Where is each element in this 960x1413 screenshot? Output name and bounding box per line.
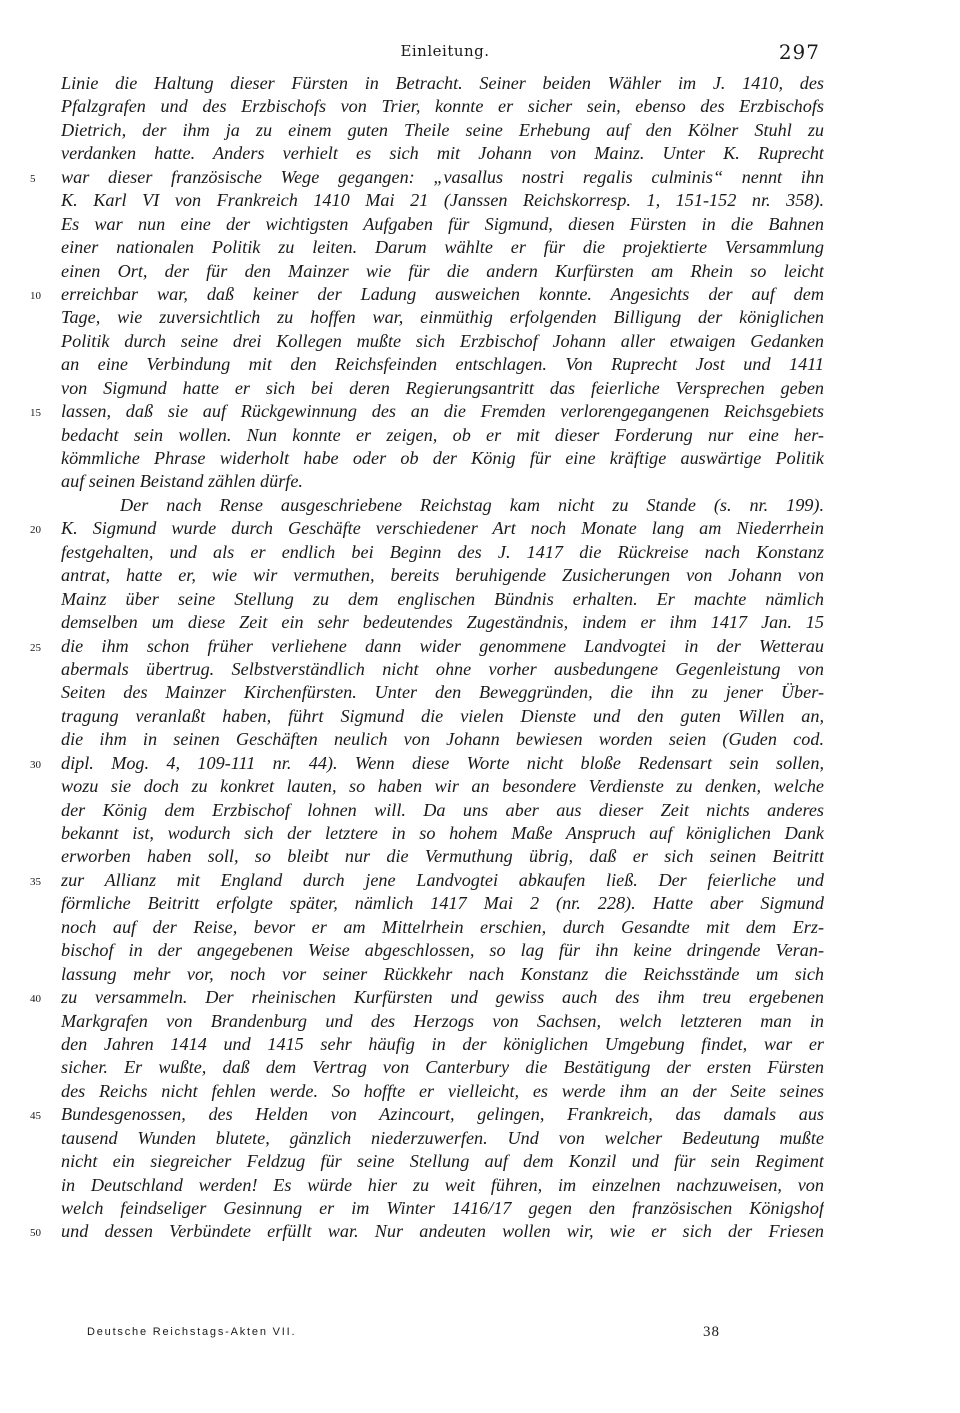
text-line [0, 470, 960, 493]
text-line [0, 611, 960, 634]
line-number: 5 [30, 172, 36, 185]
line-text: in Deutschland werden! Es würde hier zu weit führen, im einzelnen nachzuweisen, von [61, 1174, 824, 1195]
text-line [0, 1010, 960, 1033]
line-text: Markgrafen von Brandenburg und des Herzogs von Sachsen, welch letzteren man in [61, 1010, 824, 1031]
text-line [0, 1220, 960, 1243]
text-line [0, 752, 960, 775]
line-text: abermals übertrug. Selbstverständlich nicht ohne vorher ausbedungene Gegenleistung von [61, 658, 824, 679]
line-text: einer nationalen Politik zu leiten. Darum wählte er für die projektierte Versammlung [61, 237, 824, 258]
text-line [0, 119, 960, 142]
text-line [0, 822, 960, 845]
running-head [0, 40, 960, 64]
text-line [0, 1080, 960, 1103]
text-line [0, 845, 960, 868]
line-text: K. Karl VI von Frankreich 1410 Mai 21 (Janssen Reichskorresp. 1, 151-152 nr. 358). [61, 190, 824, 211]
line-text: an eine Verbindung mit den Reichsfeinden entschlagen. Von Ruprecht Jost und 1411 [61, 354, 824, 375]
line-text: förmliche Beitritt erfolgte später, nämlich 1417 Mai 2 (nr. 228). Hatte aber Sigmund [61, 893, 824, 914]
line-text: erworben haben soll, so bleibt nur die Vermuthung übrig, daß er sich seinen Beitritt [61, 846, 824, 867]
text-line [0, 1127, 960, 1150]
text-line [0, 283, 960, 306]
line-text: Bundesgenossen, des Helden von Azincourt, gelingen, Frankreich, das damals aus [61, 1104, 824, 1125]
text-line [0, 775, 960, 798]
text-line [0, 728, 960, 751]
line-text: sicher. Er wußte, daß dem Vertrag von Canterbury die Bestätigung der ersten Fürsten [61, 1057, 824, 1078]
line-text: lassen, daß sie auf Rückgewinnung des an die Fremden verlorengegangenen Reichsgebiets [61, 401, 824, 422]
line-text: festgehalten, und als er endlich bei Beginn des J. 1417 die Rückreise nach Konstanz [61, 541, 824, 562]
line-text: Pfalzgrafen und des Erzbischofs von Trier, konnte er sicher sein, ebenso des Erzbischofs [61, 96, 824, 117]
text-line [0, 213, 960, 236]
text-line [0, 1103, 960, 1126]
body-text [0, 72, 960, 1244]
page-footer [0, 1326, 960, 1346]
text-line [0, 377, 960, 400]
line-number: 35 [30, 875, 41, 888]
line-number: 30 [30, 758, 41, 771]
line-text: einen Ort, der für den Mainzer wie für die andern Kurfürsten am Rhein so leicht [61, 260, 824, 281]
line-text: Mainz über seine Stellung zu dem englischen Bündnis erhalten. Er machte nämlich [61, 588, 824, 609]
text-line [0, 72, 960, 95]
line-number: 50 [30, 1227, 41, 1240]
running-title: Einleitung. [400, 42, 490, 60]
line-text: Politik durch seine drei Kollegen mußte sich Erzbischof Johann aller etwaigen Gedanken [61, 330, 824, 351]
line-text: die ihm schon früher verliehene dann wider genommene Landvogtei in der Wetterau [61, 635, 824, 656]
printer-signature: Deutsche Reichstags-Akten VII. [87, 1326, 297, 1338]
line-text: Seiten des Mainzer Kirchenfürsten. Unter den Beweggründen, die ihn zu jener Über- [61, 682, 824, 703]
text-line [0, 142, 960, 165]
text-line [0, 963, 960, 986]
line-number: 15 [30, 407, 41, 420]
line-text: auf seinen Beistand zählen dürfe. [61, 471, 303, 492]
text-line [0, 517, 960, 540]
line-text: Tage, wie zuversichtlich zu hoffen war, einmüthig erfolgenden Billigung der königlichen [61, 307, 824, 328]
text-line [0, 1150, 960, 1173]
text-line [0, 588, 960, 611]
text-line [0, 705, 960, 728]
text-line [0, 1174, 960, 1197]
text-line [0, 260, 960, 283]
line-text: bedacht sein wollen. Nun konnte er zeigen, ob er mit dieser Forderung nur eine her- [61, 424, 824, 445]
text-line [0, 189, 960, 212]
line-text: verdanken hatte. Anders verhielt es sich mit Johann von Mainz. Unter K. Ruprecht [61, 143, 824, 164]
text-line [0, 658, 960, 681]
line-text: antrat, hatte er, wie wir vermuthen, bereits beruhigende Zusicherungen von Johann von [61, 565, 824, 586]
line-text: Es war nun eine der wichtigsten Aufgaben für Sigmund, diesen Fürsten in die Bahnen [61, 213, 824, 234]
line-text: dipl. Mog. 4, 109-111 nr. 44). Wenn diese Worte nicht bloße Redensart sein sollen, [61, 752, 824, 773]
text-line [0, 1056, 960, 1079]
line-number: 40 [30, 993, 41, 1006]
line-text: K. Sigmund wurde durch Geschäfte verschiedener Art noch Monate lang am Niederrhein [61, 518, 824, 539]
text-line [0, 166, 960, 189]
text-line [0, 424, 960, 447]
line-text: den Jahren 1414 und 1415 sehr häufig in der königlichen Umgebung findet, war er [61, 1033, 824, 1054]
line-text: tragung veranlaßt haben, führt Sigmund die vielen Dienste und den guten Willen an, [61, 705, 824, 726]
text-line [0, 986, 960, 1009]
text-line [0, 330, 960, 353]
text-line [0, 306, 960, 329]
line-text: Dietrich, der ihm ja zu einem guten Theile seine Erhebung auf den Kölner Stuhl zu [61, 119, 824, 140]
page-number: 297 [778, 40, 820, 64]
text-line [0, 799, 960, 822]
text-line [0, 869, 960, 892]
line-text: war dieser französische Wege gegangen: „vasallus nostri regalis culminis“ nennt ihn [61, 166, 824, 187]
text-line [0, 1197, 960, 1220]
line-text: erreichbar war, daß keiner der Ladung ausweichen konnte. Angesichts der auf dem [61, 283, 824, 304]
text-line [0, 916, 960, 939]
line-text: zu versammeln. Der rheinischen Kurfürsten und gewiss auch des ihm treu ergebenen [61, 987, 824, 1008]
text-line [0, 494, 960, 517]
line-number: 20 [30, 524, 41, 537]
line-text: von Sigmund hatte er sich bei deren Regierungsantritt das feierliche Versprechen geben [61, 377, 824, 398]
line-text: welch feindseliger Gesinnung er im Winter 1416/17 gegen den französischen Königshof [61, 1198, 824, 1218]
text-line [0, 1033, 960, 1056]
text-line [0, 681, 960, 704]
line-text: der König dem Erzbischof lohnen will. Da uns aber aus dieser Zeit nichts anderes [61, 799, 824, 820]
text-line [0, 95, 960, 118]
line-text: kömmliche Phrase widerholt habe oder ob der König für eine kräftige auswärtige Politik [61, 448, 824, 468]
text-line [0, 564, 960, 587]
line-text: Der nach Rense ausgeschriebene Reichstag kam nicht zu Stande (s. nr. 199). [120, 494, 824, 515]
line-text: tausend Wunden blutete, gänzlich niederzuwerfen. Und von welcher Bedeutung mußte [61, 1127, 824, 1148]
line-number: 25 [30, 641, 41, 654]
line-text: lassung mehr vor, noch vor seiner Rückkehr nach Konstanz die Reichsstände um sich [61, 963, 824, 984]
text-line [0, 447, 960, 470]
text-line [0, 353, 960, 376]
line-text: noch auf der Reise, bevor er am Mittelrhein erschien, durch Gesandte mit dem Erz- [61, 916, 824, 937]
line-text: die ihm in seinen Geschäften neulich von Johann bewiesen worden seien (Guden cod. [61, 729, 824, 750]
line-text: zur Allianz mit England durch jene Landvogtei abkaufen ließ. Der feierliche und [61, 869, 824, 890]
text-line [0, 400, 960, 423]
text-line [0, 635, 960, 658]
text-line [0, 939, 960, 962]
line-number: 45 [30, 1110, 41, 1123]
line-text: wozu sie doch zu konkret lauten, so haben wir an besondere Verdienste zu denken, welche [61, 776, 824, 797]
line-number: 10 [30, 289, 41, 302]
line-text: nicht ein siegreicher Feldzug für seine Stellung auf dem Konzil und für sein Regiment [61, 1151, 824, 1172]
text-line [0, 541, 960, 564]
line-text: bischof in der angegebenen Weise abgeschlossen, so lag für ihn keine dringende Veran- [61, 940, 824, 961]
line-text: bekannt ist, wodurch sich der letztere in so hohem Maße Anspruch auf königlichen Dank [61, 823, 824, 843]
sheet-number: 38 [703, 1324, 720, 1340]
text-line [0, 892, 960, 915]
text-line [0, 236, 960, 259]
line-text: demselben um diese Zeit ein sehr bedeutendes Zugeständnis, indem er ihm 1417 Jan. 15 [61, 612, 824, 633]
line-text: und dessen Verbündete erfüllt war. Nur andeuten wollen wir, wie er sich der Friesen [61, 1221, 824, 1242]
line-text: des Reichs nicht fehlen werde. So hoffte er vielleicht, es werde ihm an der Seite seines [61, 1080, 824, 1101]
line-text: Linie die Haltung dieser Fürsten in Betracht. Seiner beiden Wähler im J. 1410, des [61, 73, 824, 93]
